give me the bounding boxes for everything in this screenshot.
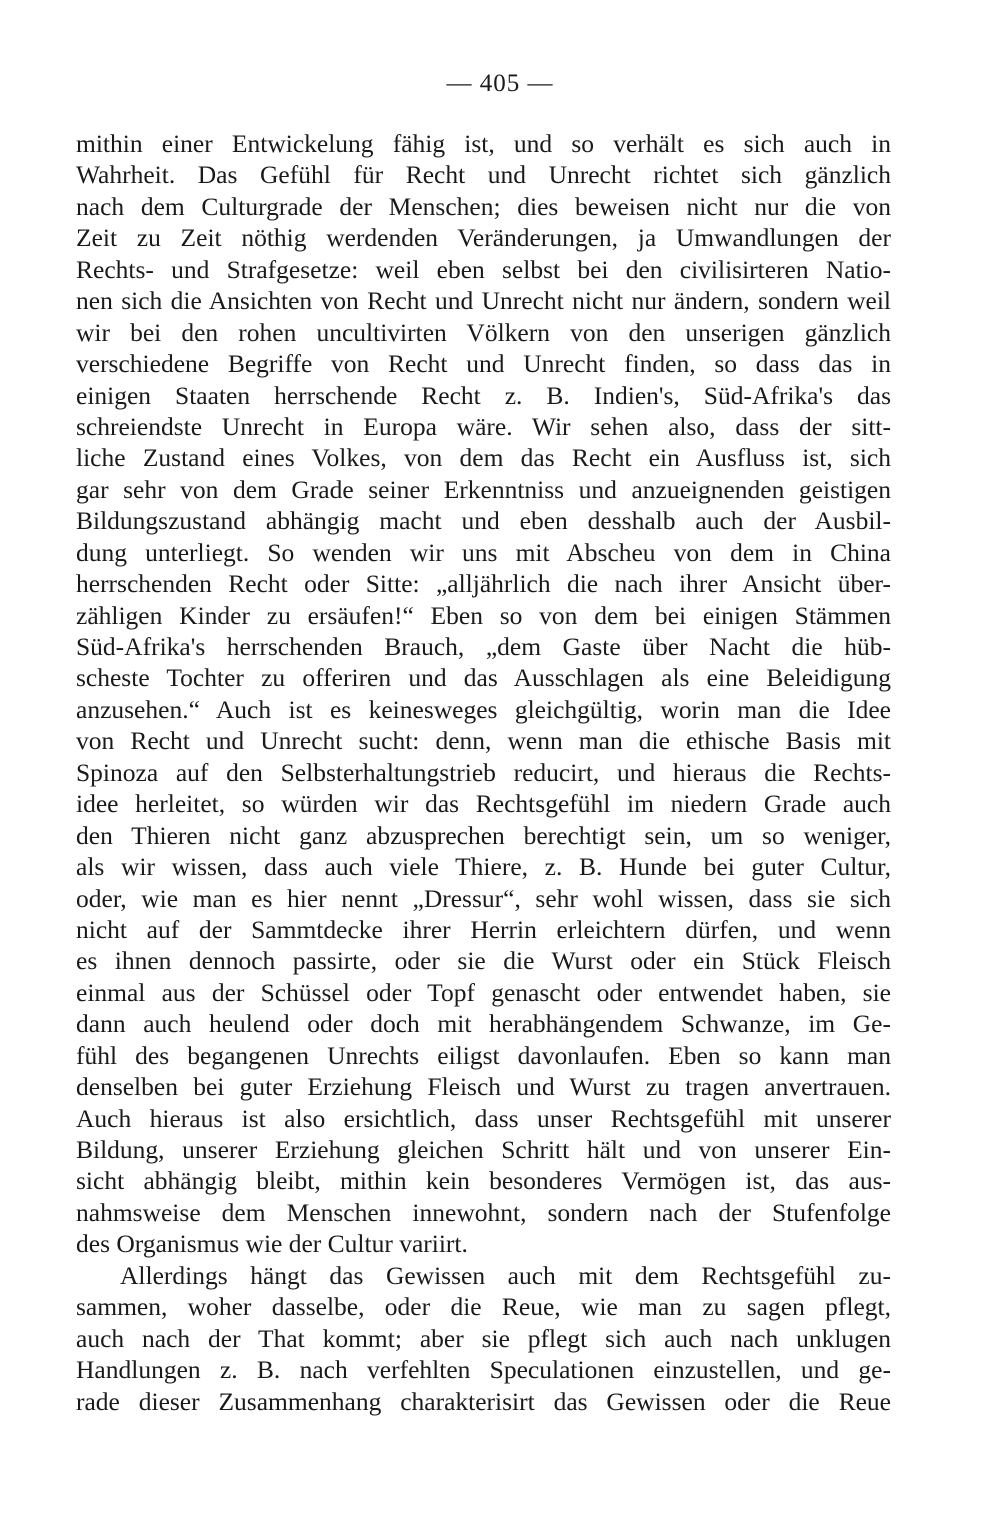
text-line: den Thieren nicht ganz abzusprechen berechtigt sein, um so weniger, [76, 820, 891, 850]
text-line: Handlungen z. B. nach verfehlten Speculationen einzustellen, und ge- [76, 1355, 891, 1385]
text-line: nen sich die Ansichten von Recht und Unrecht nicht nur ändern, sondern weil [76, 286, 891, 316]
text-line: einigen Staaten herrschende Recht z. B. Indien's, Süd-Afrika's das [76, 380, 891, 410]
text-line: sammen, woher dasselbe, oder die Reue, wie man zu sagen pflegt, [76, 1292, 891, 1322]
body-text [76, 128, 891, 1417]
text-line: Bildungszustand abhängig macht und eben desshalb auch der Ausbil- [76, 506, 891, 536]
text-line: nicht auf der Sammtdecke ihrer Herrin erleichtern dürfen, und wenn [76, 914, 891, 944]
text-line: Zeit zu Zeit nöthig werdenden Veränderungen, ja Umwandlungen der [76, 223, 891, 253]
text-line: zähligen Kinder zu ersäufen!“ Eben so von dem bei einigen Stämmen [76, 600, 891, 630]
text-line: Bildung, unserer Erziehung gleichen Schritt hält und von unserer Ein- [76, 1135, 891, 1164]
text-line: nahmsweise dem Menschen innewohnt, sondern nach der Stufenfolge [76, 1197, 891, 1227]
text-line: es ihnen dennoch passirte, oder sie die Wurst oder ein Stück Fleisch [76, 946, 891, 976]
text-line: fühl des begangenen Unrechts eiligst davonlaufen. Eben so kann man [76, 1040, 891, 1070]
text-line: Süd-Afrika's herrschenden Brauch, „dem Gaste über Nacht die hüb- [76, 632, 891, 661]
text-line: Allerdings hängt das Gewissen auch mit dem Rechtsgefühl zu- [120, 1260, 891, 1290]
text-line: oder, wie man es hier nennt „Dressur“, sehr wohl wissen, dass sie sich [76, 883, 891, 913]
text-line: schreiendste Unrecht in Europa wäre. Wir sehen also, dass der sitt- [76, 411, 891, 441]
text-line: wir bei den rohen uncultivirten Völkern von den unserigen gänzlich [76, 317, 891, 347]
text-line: dann auch heulend oder doch mit herabhängendem Schwanze, im Ge- [76, 1009, 891, 1039]
text-line: Rechts- und Strafgesetze: weil eben selbst bei den civilisirteren Natio- [76, 254, 891, 284]
text-line: anzusehen.“ Auch ist es keinesweges gleichgültig, worin man die Idee [76, 694, 891, 724]
text-line: Auch hieraus ist also ersichtlich, dass unser Rechtsgefühl mit unserer [76, 1103, 891, 1133]
text-line: von Recht und Unrecht sucht: denn, wenn man die ethische Basis mit [76, 726, 891, 756]
text-line: verschiedene Begriffe von Recht und Unrecht finden, so dass das in [76, 349, 891, 379]
text-line: dung unterliegt. So wenden wir uns mit Abscheu von dem in China [76, 537, 891, 567]
text-line: gar sehr von dem Grade seiner Erkenntniss und anzueignenden geistigen [76, 474, 891, 504]
text-line: idee herleitet, so würden wir das Rechtsgefühl im niedern Grade auch [76, 789, 891, 819]
text-line: mithin einer Entwickelung fähig ist, und so verhält es sich auch in [76, 129, 891, 158]
text-line: sicht abhängig bleibt, mithin kein besonderes Vermögen ist, das aus- [76, 1166, 891, 1196]
text-line: Wahrheit. Das Gefühl für Recht und Unrecht richtet sich gänzlich [76, 160, 891, 190]
text-line: Spinoza auf den Selbsterhaltungstrieb reducirt, und hieraus die Rechts- [76, 757, 891, 787]
text-line: rade dieser Zusammenhang charakterisirt das Gewissen oder die Reue [76, 1386, 891, 1416]
text-line: auch nach der That kommt; aber sie pflegt sich auch nach unklugen [76, 1323, 891, 1353]
text-line: des Organismus wie der Cultur variirt. [76, 1229, 468, 1259]
text-line: nach dem Culturgrade der Menschen; dies beweisen nicht nur die von [76, 191, 891, 221]
text-line: als wir wissen, dass auch viele Thiere, z. B. Hunde bei guter Cultur, [76, 852, 891, 882]
text-line: scheste Tochter zu offeriren und das Ausschlagen als eine Beleidigung [76, 663, 891, 693]
text-line: denselben bei guter Erziehung Fleisch und Wurst zu tragen anvertrauen. [76, 1072, 891, 1102]
text-line: herrschenden Recht oder Sitte: „alljährlich die nach ihrer Ansicht über- [76, 569, 891, 599]
text-line: liche Zustand eines Volkes, von dem das Recht ein Ausfluss ist, sich [76, 443, 891, 473]
text-line: einmal aus der Schüssel oder Topf genascht oder entwendet haben, sie [76, 977, 891, 1007]
page-number: — 405 — [446, 70, 554, 97]
